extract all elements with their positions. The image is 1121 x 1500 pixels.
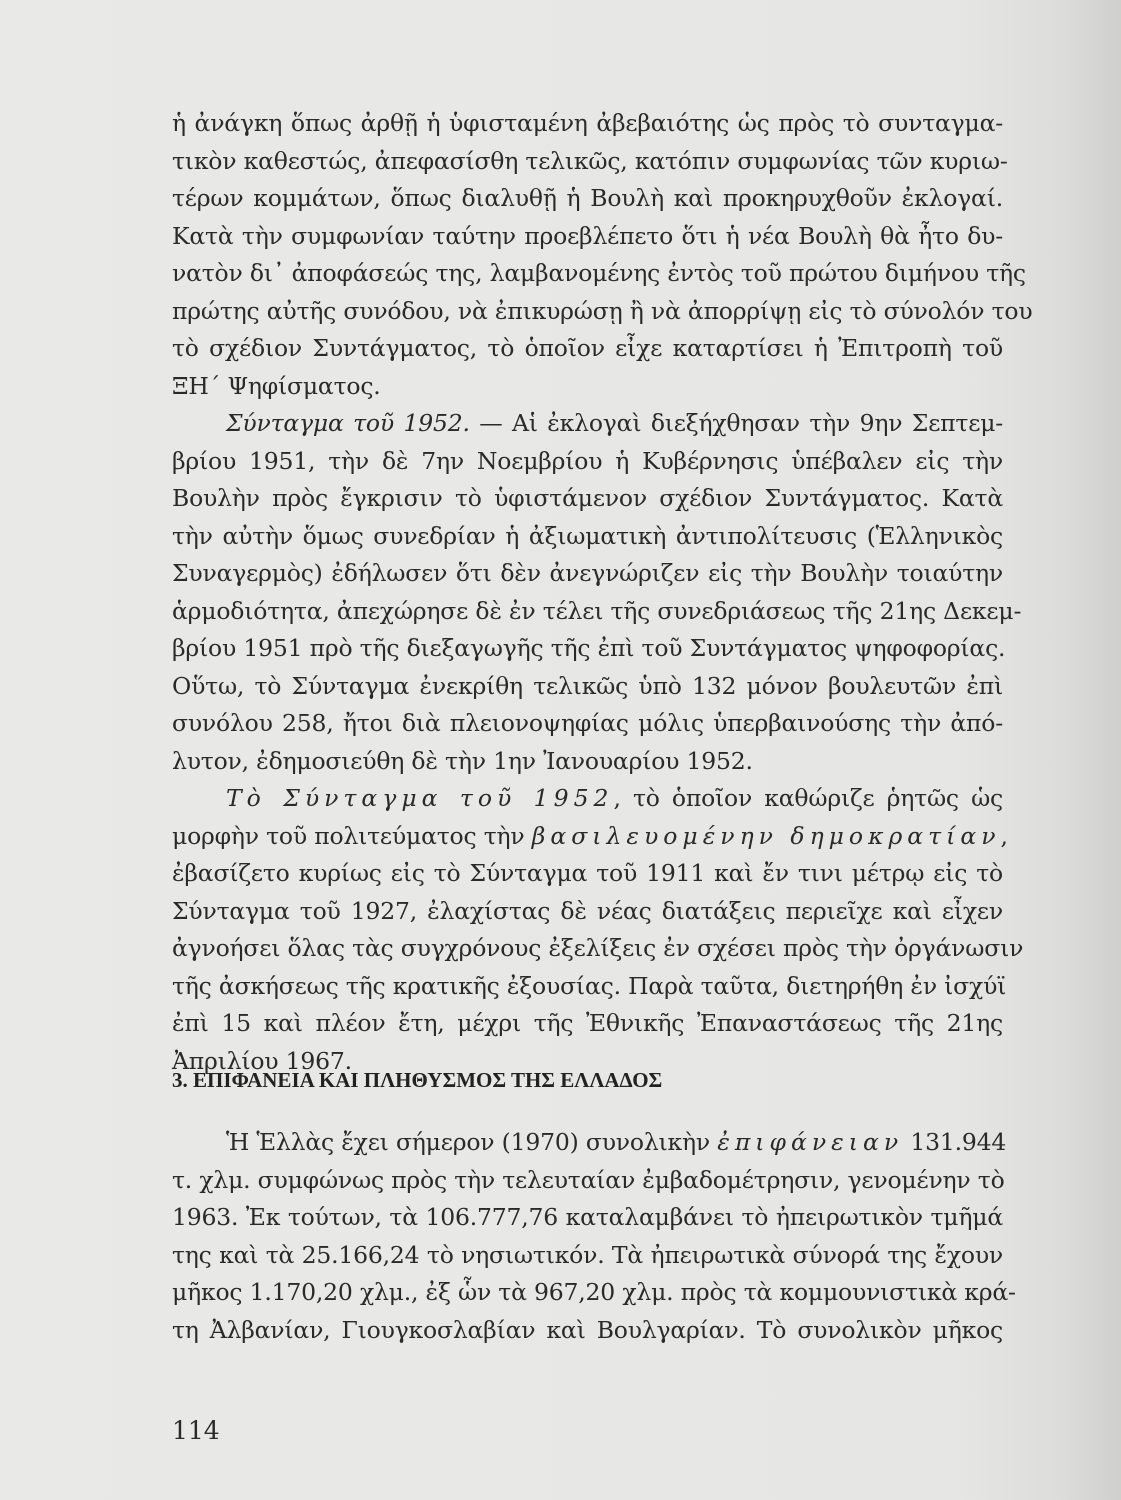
text-line <box>172 258 1026 288</box>
text-span: 1963. Ἐκ τούτων, τὰ 106.777,76 καταλαμβάνει τὸ ἠπειρωτικὸν τμῆμά <box>172 1203 1003 1232</box>
text-span: 131.944 <box>903 1128 1007 1156</box>
emphasized-text: Σύνταγμα τοῦ 1952. <box>226 409 470 437</box>
text-span: Ἡ Ἑλλὰς ἔχει σήμερον (1970) συνολικὴν <box>226 1128 718 1156</box>
text-span: τ. χλμ. συμφώνως πρὸς τὴν τελευταίαν ἐμβαδομέτρησιν, γενομένην τὸ <box>172 1165 1005 1194</box>
text-line <box>172 896 1003 926</box>
emphasized-text: ἐπιφάνειαν <box>717 1128 904 1156</box>
text-span: της καὶ τὰ 25.166,24 τὸ νησιωτικόν. Τὰ ἠπειρωτικὰ σύνορά της ἔχουν <box>172 1240 1003 1269</box>
text-line <box>172 183 1003 213</box>
text-span: πρώτης αὐτῆς συνόδου, νὰ ἐπικυρώσῃ ἢ νὰ ἀπορρίψῃ εἰς τὸ σύνολόν του <box>172 296 1033 325</box>
text-line <box>172 558 1003 588</box>
text-line <box>172 371 1003 401</box>
text-span: ἡ ἀνάγκη ὅπως ἀρθῇ ἡ ὑφισταμένη ἀβεβαιότης ὡς πρὸς τὸ συνταγμα- <box>172 109 1003 137</box>
text-line <box>172 746 1003 776</box>
text-span: ἐπὶ 15 καὶ πλέον ἔτη, μέχρι τῆς Ἐθνικῆς Ἐπαναστάσεως τῆς 21ης <box>172 1009 1003 1037</box>
text-span: τὸ σχέδιον Συντάγματος, τὸ ὁποῖον εἶχε καταρτίσει ἡ Ἐπιτροπὴ τοῦ <box>172 334 1003 362</box>
text-line <box>172 1008 1003 1038</box>
text-span: τικὸν καθεστώς, ἀπεφασίσθη τελικῶς, κατόπιν συμφωνίας τῶν κυριω- <box>172 146 1008 175</box>
text-line <box>172 821 1008 851</box>
text-line <box>226 783 1003 813</box>
text-line <box>226 408 1003 438</box>
text-line <box>172 633 1006 663</box>
text-span: βρίου 1951 πρὸ τῆς διεξαγωγῆς τῆς ἐπὶ τοῦ Συντάγματος ψηφοφορίας. <box>172 634 1006 662</box>
text-line <box>172 296 1033 326</box>
text-span: Σύνταγμα τοῦ 1927, ἐλαχίστας δὲ νέας διατάξεις περιεῖχε καὶ εἶχεν <box>172 896 1003 925</box>
text-span: , τὸ ὁποῖον καθώριζε ῥητῶς ὡς <box>613 784 1003 812</box>
text-line <box>172 221 1003 251</box>
text-line <box>172 933 1024 963</box>
text-line <box>172 1315 1003 1345</box>
text-span: μῆκος 1.170,20 χλμ., ἐξ ὧν τὰ 967,20 χλμ. πρὸς τὰ κομμουνιστικὰ κρά- <box>172 1278 1016 1307</box>
emphasized-text: βασιλευομένην δημοκρατίαν <box>531 821 1001 850</box>
text-span: συνόλου 258, ἤτοι διὰ πλειονοψηφίας μόλις ὑπερβαινούσης τὴν ἀπό- <box>172 709 1003 737</box>
text-line <box>172 108 1003 138</box>
text-span: — Αἱ ἐκλογαὶ διεξήχθησαν τὴν 9ην Σεπτεμ- <box>469 409 1004 437</box>
text-line <box>172 858 1003 888</box>
text-span: ἁρμοδιότητα, ἀπεχώρησε δὲ ἐν τέλει τῆς συνεδριάσεως τῆς 21ης Δεκεμ- <box>172 596 1022 625</box>
text-line <box>172 1165 1003 1195</box>
page-number: 114 <box>172 1416 220 1445</box>
text-line <box>172 1277 1016 1307</box>
text-span: μορφὴν τοῦ πολιτεύματος τὴν <box>172 821 532 850</box>
text-line <box>172 446 1003 476</box>
text-line <box>172 671 1003 701</box>
text-span: Συναγερμὸς) ἐδήλωσεν ὅτι δὲν ἀνεγνώριζεν εἰς τὴν Βουλὴν τοιαύτην <box>172 559 1003 587</box>
text-line <box>172 333 1003 363</box>
text-line <box>172 483 1003 513</box>
text-span: Ἀπριλίου 1967. <box>172 1046 352 1075</box>
text-span: τη Ἀλβανίαν, Γιουγκοσλαβίαν καὶ Βουλγαρίαν. Τὸ συνολικὸν μῆκος <box>172 1316 1003 1344</box>
text-span: τέρων κομμάτων, ὅπως διαλυθῇ ἡ Βουλὴ καὶ προκηρυχθοῦν ἐκλογαί. <box>172 184 1003 212</box>
text-line <box>172 971 1007 1001</box>
text-span: Βουλὴν πρὸς ἔγκρισιν τὸ ὑφιστάμενον σχέδιον Συντάγματος. Κατὰ <box>172 484 1003 512</box>
text-span: Κατὰ τὴν συμφωνίαν ταύτην προεβλέπετο ὅτι ἡ νέα Βουλὴ θὰ ἦτο δυ- <box>172 221 1003 250</box>
emphasized-text: Τὸ Σύνταγμα τοῦ 1952 <box>226 784 614 812</box>
section-heading: 3. ΕΠΙΦΑΝΕΙΑ ΚΑΙ ΠΛΗΘΥΣΜΟΣ ΤΗΣ ΕΛΛΑΔΟΣ <box>172 1068 663 1092</box>
text-span: νατὸν δι᾽ ἀποφάσεώς της, λαμβανομένης ἐντὸς τοῦ πρώτου διμήνου τῆς <box>172 259 1026 287</box>
text-span: ἐβασίζετο κυρίως εἰς τὸ Σύνταγμα τοῦ 1911 καὶ ἔν τινι μέτρῳ εἰς τὸ <box>172 859 1003 887</box>
text-span: λυτον, ἐδημοσιεύθη δὲ τὴν 1ην Ἰανουαρίου 1952. <box>172 746 753 775</box>
text-line <box>172 521 1003 551</box>
text-span: ΞΗ΄ Ψηφίσματος. <box>172 371 381 400</box>
text-span: τὴν αὐτὴν ὅμως συνεδρίαν ἡ ἀξιωματικὴ ἀντιπολίτευσις (Ἑλληνικὸς <box>172 521 1003 550</box>
text-line <box>226 1127 1007 1157</box>
text-span: βρίου 1951, τὴν δὲ 7ην Νοεμβρίου ἡ Κυβέρνησις ὑπέβαλεν εἰς τὴν <box>172 446 1003 475</box>
text-line <box>172 596 1022 626</box>
text-span: Οὕτω, τὸ Σύνταγμα ἐνεκρίθη τελικῶς ὑπὸ 132 μόνον βουλευτῶν ἐπὶ <box>172 671 1003 700</box>
text-span: τῆς ἀσκήσεως τῆς κρατικῆς ἐξουσίας. Παρὰ ταῦτα, διετηρήθη ἐν ἰσχύϊ <box>172 971 1007 1000</box>
text-line <box>172 708 1003 738</box>
text-line <box>172 146 1008 176</box>
text-span: ἀγνοήσει ὅλας τὰς συγχρόνους ἐξελίξεις ἐν σχέσει πρὸς τὴν ὀργάνωσιν <box>172 934 1024 962</box>
text-line <box>172 1240 1003 1270</box>
text-line <box>172 1202 1003 1232</box>
text-span: , <box>1000 821 1008 850</box>
